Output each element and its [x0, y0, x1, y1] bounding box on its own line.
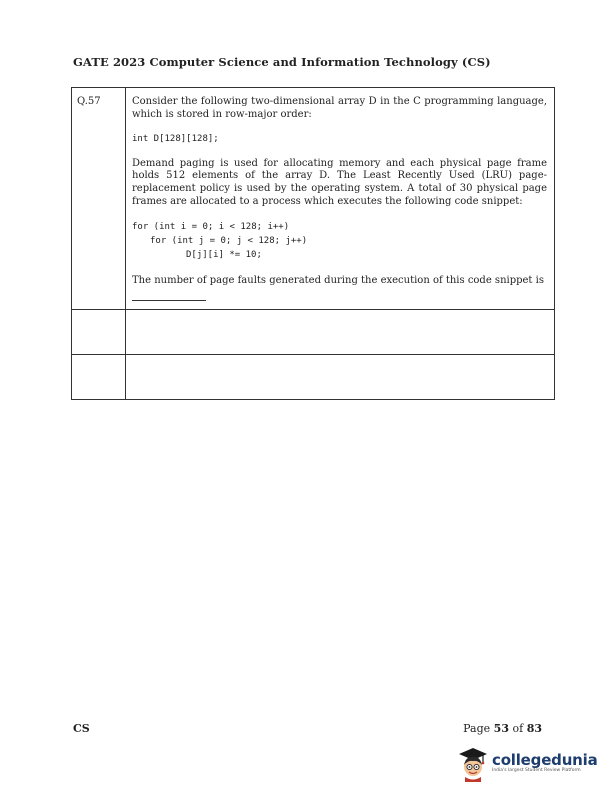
question-prompt: The number of page faults generated during the execution of this code snippet is	[132, 275, 544, 287]
empty-cell	[126, 309, 555, 354]
page-current: 53	[493, 722, 509, 735]
answer-blank	[132, 292, 206, 301]
array-declaration: int D[128][128];	[132, 134, 219, 145]
empty-cell	[72, 309, 126, 354]
question-row	[72, 88, 555, 310]
paging-description: Demand paging is used for allocating memory and each physical page frame holds 512 elements of the array D. The Least Recently Used (LRU) page-replacement policy is used by the operating system. A total of 30 physical page frames are allocated to a process which executes the following code snippet:	[132, 157, 547, 207]
page-total: 83	[526, 722, 542, 735]
code-line-body: D[j][i] *= 10;	[186, 250, 262, 261]
page-word: Page	[463, 722, 491, 735]
student-mascot-icon	[456, 744, 490, 782]
page-of: of	[512, 722, 524, 735]
code-snippet	[132, 220, 547, 262]
logo-tagline: India's largest Student Review Platform	[492, 768, 581, 773]
code-line-inner-loop: for (int j = 0; j < 128; j++)	[150, 236, 308, 247]
question-table	[71, 87, 555, 400]
code-line-outer-loop: for (int i = 0; i < 128; i++)	[132, 222, 290, 233]
page-header-title: GATE 2023 Computer Science and Information Technology (CS)	[73, 55, 491, 69]
question-number: Q.57	[72, 88, 126, 310]
footer-subject: CS	[73, 722, 90, 735]
page-number	[463, 722, 542, 735]
empty-row	[72, 309, 555, 354]
question-body	[126, 88, 555, 310]
question-intro: Consider the following two-dimensional array D in the C programming language, which is stored in row-major order:	[132, 96, 547, 120]
logo-name: collegedunia	[492, 751, 598, 769]
collegedunia-logo	[456, 744, 598, 782]
empty-cell	[72, 354, 126, 399]
empty-row	[72, 354, 555, 399]
empty-cell	[126, 354, 555, 399]
